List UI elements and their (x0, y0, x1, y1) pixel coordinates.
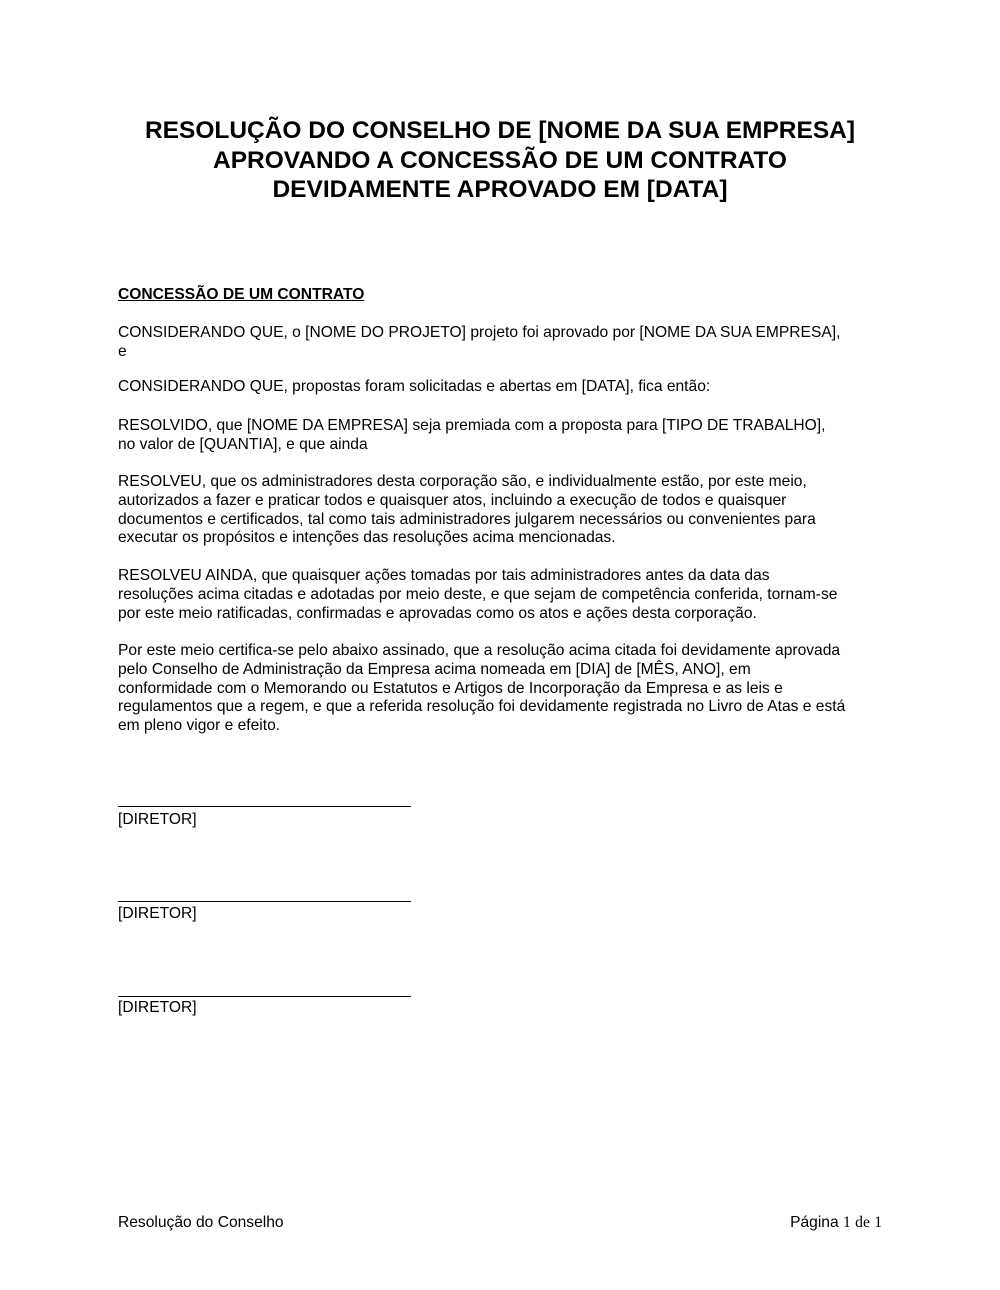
paragraph-certificacao (118, 642, 898, 736)
text-line: documentos e certificados, tal como tais administradores julgarem necessários ou convenientes para (118, 510, 816, 528)
paragraph-resolveu-ainda (118, 567, 898, 623)
section-heading: CONCESSÃO DE UM CONTRATO (118, 286, 365, 303)
title-line: RESOLUÇÃO DO CONSELHO DE [NOME DA SUA EMPRESA] (144, 117, 856, 144)
document-title (0, 116, 1000, 205)
signature-label: [DIRETOR] (118, 905, 197, 922)
text-line: Por este meio certifica-se pelo abaixo assinado, que a resolução acima citada foi devidamente aprovada (118, 642, 841, 659)
text-line: RESOLVEU, que os administradores desta corporação são, e individualmente estão, por este meio, (118, 473, 807, 490)
paragraph-resolvido (118, 417, 898, 455)
signature-line (118, 806, 411, 807)
text-line: e (118, 342, 127, 360)
text-line: regulamentos que a regem, e que a referida resolução foi devidamente registrada no Livro de Atas e está (118, 698, 846, 716)
signature-line (118, 996, 411, 997)
text-line: resoluções acima citadas e adotadas por meio deste, e que sejam de competência conferida, tornam-se (118, 585, 838, 603)
text-line: no valor de [QUANTIA], e que ainda (118, 435, 368, 453)
signature-label: [DIRETOR] (118, 811, 197, 828)
text-line: RESOLVEU AINDA, que quaisquer ações tomadas por tais administradores antes da data das (118, 567, 770, 584)
page-current: 1 (843, 1214, 851, 1231)
text-line: RESOLVIDO, que [NOME DA EMPRESA] seja premiada com a proposta para [TIPO DE TRABALHO], (118, 417, 826, 434)
page-label: Página (790, 1214, 839, 1231)
text-line: por este meio ratificadas, confirmadas e aprovadas como os atos e ações desta corporação. (118, 604, 757, 622)
text-line: CONSIDERANDO QUE, propostas foram solicitadas e abertas em [DATA], fica então: (118, 378, 711, 395)
paragraph-resolveu (118, 473, 898, 548)
text-line: CONSIDERANDO QUE, o [NOME DO PROJETO] projeto foi aprovado por [NOME DA SUA EMPRESA], (118, 324, 841, 341)
footer-page-number (790, 1214, 882, 1232)
title-line: APROVANDO A CONCESSÃO DE UM CONTRATO (213, 146, 787, 174)
text-line: executar os propósitos e intenções das resoluções acima mencionadas. (118, 529, 616, 547)
text-line: autorizados a fazer e praticar todos e quaisquer atos, incluindo a execução de todos e quaisquer (118, 491, 787, 509)
title-line: DEVIDAMENTE APROVADO EM [DATA] (272, 176, 728, 203)
paragraph-considerando-1 (118, 324, 898, 362)
text-line: conformidade com o Memorando ou Estatutos e Artigos de Incorporação da Empresa e as leis e (118, 679, 783, 697)
footer-document-name: Resolução do Conselho (118, 1214, 284, 1231)
signature-label: [DIRETOR] (118, 999, 197, 1016)
text-line: pelo Conselho de Administração da Empresa acima nomeada em [DIA] de [MÊS, ANO], em (118, 660, 751, 678)
page-of: de (855, 1214, 870, 1231)
signature-line (118, 901, 411, 902)
text-line: em pleno vigor e efeito. (118, 717, 281, 735)
paragraph-considerando-2 (118, 378, 898, 397)
page-total: 1 (874, 1214, 882, 1231)
